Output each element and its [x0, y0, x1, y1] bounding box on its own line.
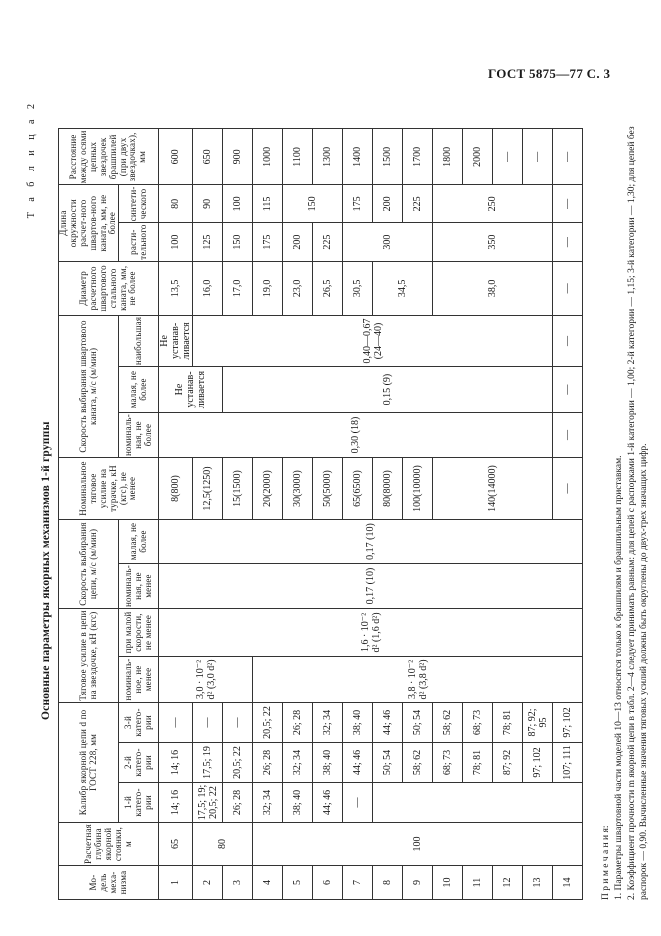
cell-model: 7 [343, 866, 373, 900]
cell-ws-low: — [553, 367, 583, 413]
table-number: Т а б л и ц а 2 [26, 100, 37, 219]
cell-spacing: 1000 [253, 129, 283, 185]
cell-cat3: 97; 102 [553, 702, 583, 742]
cell-cat1: 17,5; 19; 20,5; 22 [193, 782, 223, 822]
cell-cat2: 50; 54 [373, 742, 403, 782]
cell-rope-syn: 225 [403, 185, 433, 223]
cell-rope-dia: 30,5 [343, 261, 373, 315]
col-rope-len: Длина окружности расчет-ного швартов-ного каната, мм, не более [59, 185, 119, 261]
cell-spacing: 1500 [373, 129, 403, 185]
cell-rope-syn: 150 [283, 185, 343, 223]
cell-warp-pull: 80(8000) [373, 458, 403, 520]
cell-rope-dia: 19,0 [253, 261, 283, 315]
cell-rope-steel: 175 [253, 223, 283, 261]
cell-ws-low: 0,15 (9) [223, 367, 553, 413]
cell-rope-steel: 225 [313, 223, 343, 261]
cell-ws-max: — [553, 315, 583, 366]
cell-cat2: 14; 16 [159, 742, 193, 782]
cell-cat3: — [223, 702, 253, 742]
cell-model: 1 [159, 866, 193, 900]
cell-cat3: — [193, 702, 223, 742]
table-body [159, 129, 583, 900]
cell-spacing: 600 [159, 129, 193, 185]
cell-spacing: — [553, 129, 583, 185]
cell-spacing: 1400 [343, 129, 373, 185]
col-model: Мо-дель меха-низма [59, 866, 159, 900]
cell-warp-pull: 100(10000) [403, 458, 433, 520]
cell-model: 8 [373, 866, 403, 900]
cell-cat2: 68; 73 [433, 742, 463, 782]
cell-model: 3 [223, 866, 253, 900]
cell-depth: 80 [193, 822, 253, 865]
cell-warp-pull: 50(5000) [313, 458, 343, 520]
cell-model: 6 [313, 866, 343, 900]
cell-depth: 100 [253, 822, 583, 865]
table-caption: Основные параметры якорных механизмов 1-й группы [40, 421, 52, 720]
cell-cat3: 58; 62 [433, 702, 463, 742]
cell-spacing: 900 [223, 129, 253, 185]
col-rope-dia: Диаметр расчетного швартового стального каната, мм, не более [59, 261, 159, 315]
cell-spacing: 2000 [463, 129, 493, 185]
note-2: 2. Коэффициент прочности m якорной цепи в табл. 2—4 следует принимать равным: для цепей с распорками 1-й категории — 1,00; 2-й категории — 1,15; 3-й категории — 1,30; для цепей без распорок — 0,90. Вычисленные значения тяговых усилий должны быть округлены до двух-трех значащих цифр. [626, 126, 650, 900]
cell-ws-nom: 0,30 (18) [159, 413, 553, 458]
cell-model: 9 [403, 866, 433, 900]
cell-model: 5 [283, 866, 313, 900]
table-row [283, 129, 313, 900]
cell-cat2: 78; 81 [463, 742, 493, 782]
col-pull-nom: номиналь-ное, не менее [119, 656, 159, 702]
cell-rope-syn: 80 [159, 185, 193, 223]
cell-cat2: 87; 92 [493, 742, 523, 782]
cell-rope-steel: 100 [159, 223, 193, 261]
cell-model: 2 [193, 866, 223, 900]
cell-rope-dia: 26,5 [313, 261, 343, 315]
cell-cat3: 44; 46 [373, 702, 403, 742]
col-speed-low: малая, не более [119, 520, 159, 564]
cell-warp-pull: 15(1500) [223, 458, 253, 520]
cell-speed-nom: 0,17 (10) [159, 564, 583, 609]
col-cat1: 1-й катего-рии [119, 782, 159, 822]
cell-ws-max: Не устанав-ливается [159, 315, 193, 366]
cell-rope-dia: — [553, 261, 583, 315]
cell-rope-syn: 250 [433, 185, 553, 223]
cell-cat2: 58; 62 [403, 742, 433, 782]
cell-cat3: 87; 92; 95 [523, 702, 553, 742]
cell-rope-syn: — [553, 185, 583, 223]
cell-cat3: 50; 54 [403, 702, 433, 742]
cell-warp-pull: 65(6500) [343, 458, 373, 520]
cell-warp-pull: 12,5(1250) [193, 458, 223, 520]
parameters-table [58, 128, 583, 900]
document-header: ГОСТ 5875—77 С. 3 [488, 66, 611, 81]
cell-cat3: 38; 40 [343, 702, 373, 742]
col-ws-nom: номиналь-ная, не более [119, 413, 159, 458]
rotated-page-content [26, 100, 661, 900]
cell-spacing: — [493, 129, 523, 185]
cell-warp-pull: — [553, 458, 583, 520]
cell-spacing: 1300 [313, 129, 343, 185]
table-row [313, 129, 343, 900]
cell-warp-pull: 8(800) [159, 458, 193, 520]
cell-cat3: 26; 28 [283, 702, 313, 742]
cell-cat2: 44; 46 [343, 742, 373, 782]
cell-model: 10 [433, 866, 463, 900]
cell-spacing: 1700 [403, 129, 433, 185]
cell-cat3: 32; 34 [313, 702, 343, 742]
cell-rope-syn: 100 [223, 185, 253, 223]
cell-ws-max: 0,40—0,67 (24—40) [193, 315, 553, 366]
table-row [253, 129, 283, 900]
cell-depth: 65 [159, 822, 193, 865]
table-row [223, 129, 253, 900]
cell-cat2: 38; 40 [313, 742, 343, 782]
col-rope-syn: синтети-ческого [119, 185, 159, 223]
col-chain-speed: Скорость выбирания цепи, м/с (м/мин) [59, 520, 119, 609]
col-depth: Расчетная глубина якорной стоянки, м [59, 822, 159, 865]
cell-speed-low: 0,17 (10) [159, 520, 583, 564]
col-warp-pull: Номинальное тяговое усилие на турачке, кН (кгс), не менее [59, 458, 159, 520]
cell-rope-steel: 150 [223, 223, 253, 261]
cell-cat1: — [343, 782, 373, 822]
cell-warp-pull: 140(14000) [433, 458, 553, 520]
col-speed-nom: номиналь-ная, не менее [119, 564, 159, 609]
col-spacing: Расстояние между осями цепных звездочек брашпилей (при двух звездочках), мм [59, 129, 159, 185]
notes-title: П р и м е ч а н и я: [601, 825, 611, 900]
cell-warp-pull: 20(2000) [253, 458, 283, 520]
cell-cat1: 38; 40 [283, 782, 313, 822]
cell-cat3: 78; 81 [493, 702, 523, 742]
col-rope-steel: расти-тельного [119, 223, 159, 261]
cell-cat1: 14; 16 [159, 782, 193, 822]
cell-pull-nom: 3,8 · 10⁻² d² (3,8 d²) [253, 656, 583, 702]
cell-model: 13 [523, 866, 553, 900]
cell-rope-dia: 13,5 [159, 261, 193, 315]
table-row [159, 129, 193, 900]
cell-model: 12 [493, 866, 523, 900]
cell-cat2: 17,5; 19 [193, 742, 223, 782]
cell-rope-steel: 125 [193, 223, 223, 261]
col-ws-max: наибольшая [119, 315, 159, 366]
cell-pull-nom: 3,0 · 10⁻² d² (3,0 d²) [159, 656, 253, 702]
cell-cat1: 32; 34 [253, 782, 283, 822]
cell-cat1 [373, 782, 583, 822]
cell-model: 11 [463, 866, 493, 900]
col-cat3: 3-й катего-рии [119, 702, 159, 742]
cell-rope-dia: 16,0 [193, 261, 223, 315]
cell-cat2: 20,5; 22 [223, 742, 253, 782]
cell-cat1: 26; 28 [223, 782, 253, 822]
cell-cat3: 68; 73 [463, 702, 493, 742]
note-1: 1. Параметры швартовной части моделей 10—13 относятся только к брашпилям и брашпильным приставкам. [613, 455, 624, 900]
col-warp-speed: Скорость выбирания швартового каната, м/с (м/мин) [59, 315, 119, 457]
col-pull-low: при малой скорости, не менее [119, 608, 159, 656]
cell-ws-nom: — [553, 413, 583, 458]
cell-rope-dia: 34,5 [373, 261, 433, 315]
table-row [193, 129, 223, 900]
cell-cat2: 26; 28 [253, 742, 283, 782]
cell-model: 4 [253, 866, 283, 900]
cell-rope-syn: 175 [343, 185, 373, 223]
cell-cat2: 97; 102 [523, 742, 553, 782]
cell-rope-syn: 115 [253, 185, 283, 223]
cell-cat3: — [159, 702, 193, 742]
cell-rope-steel: 200 [283, 223, 313, 261]
cell-warp-pull: 30(3000) [283, 458, 313, 520]
notes [600, 100, 651, 900]
cell-cat3: 20,5; 22 [253, 702, 283, 742]
cell-rope-dia: 38,0 [433, 261, 553, 315]
cell-rope-steel: 300 [343, 223, 433, 261]
cell-rope-syn: 90 [193, 185, 223, 223]
cell-ws-low: Не устанав-ливается [159, 367, 223, 413]
cell-rope-syn: 200 [373, 185, 403, 223]
col-caliber: Калибр якорной цепи d по ГОСТ 228, мм [59, 702, 119, 822]
cell-cat2: 107; 111 [553, 742, 583, 782]
cell-cat2: 32; 34 [283, 742, 313, 782]
cell-pull-low: 1,6 · 10⁻² d² (1,6 d²) [159, 608, 583, 656]
cell-rope-dia: 23,0 [283, 261, 313, 315]
cell-cat1: 44; 46 [313, 782, 343, 822]
col-pull: Тяговое усилие в цепи на звездочке, кН (кгс) [59, 608, 119, 702]
cell-rope-steel: — [553, 223, 583, 261]
cell-spacing: — [523, 129, 553, 185]
cell-spacing: 650 [193, 129, 223, 185]
col-cat2: 2-й катего-рии [119, 742, 159, 782]
col-ws-low: малая, не более [119, 367, 159, 413]
cell-rope-steel: 350 [433, 223, 553, 261]
cell-spacing: 1100 [283, 129, 313, 185]
cell-spacing: 1800 [433, 129, 463, 185]
cell-rope-dia: 17,0 [223, 261, 253, 315]
cell-model: 14 [553, 866, 583, 900]
table-row [343, 129, 373, 900]
